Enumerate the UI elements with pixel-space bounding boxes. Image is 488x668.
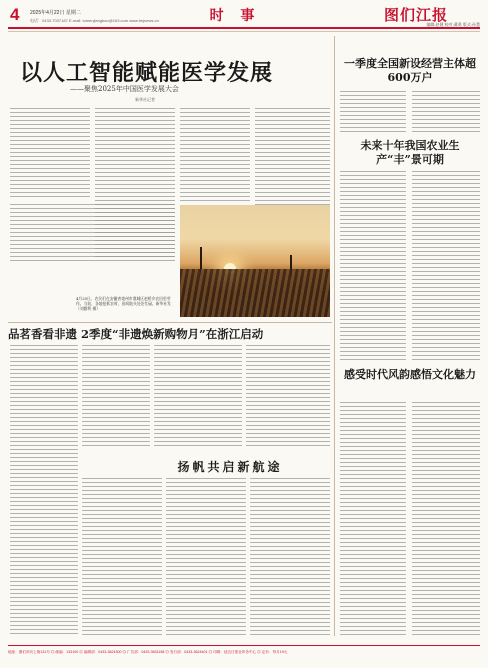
right-story2-col2 — [412, 171, 480, 361]
page-number: 4 — [10, 5, 20, 24]
mid-story-col4 — [246, 345, 330, 447]
right-story3-col1 — [340, 402, 406, 638]
farm-field-photo — [180, 205, 330, 317]
newspaper-logo: 图们江报 — [383, 6, 448, 24]
right-headline-2: 未来十年我国农业生产“丰”景可期 — [360, 139, 460, 166]
main-headline: 以人工智能赋能医学发展 — [20, 60, 274, 86]
bottom-story-col3 — [250, 478, 330, 636]
footer-info: 地址：图们市向上街131号 ◎ 邮编：133100 ◎ 编辑部：0433-3624300 ◎ 广告部：0433-3631158 ◎ 发行部：0433-3624401 ◎ 印刷：延边日报社印务中心 ◎ 定价：每月19元 — [8, 650, 288, 654]
main-story-col1 — [10, 108, 90, 200]
section-title: 时 事 — [209, 8, 261, 24]
issue-date: 2025年4月22日 星期二 — [30, 10, 81, 16]
bottom-story-col2 — [166, 478, 246, 636]
main-subheadline: ——聚焦2025年中国医学发展大会 — [70, 85, 179, 93]
main-byline: 新华社记者 — [135, 97, 155, 102]
field-rows — [180, 269, 330, 317]
contact-info: 电话：0433-7037187 E-mail: tumenjiangbao@163.com www.tmjnews.cn — [30, 18, 159, 23]
bottom-headline: 扬帆共启新航途 — [177, 460, 283, 474]
right-headline-3: 感受时代风韵感悟文化魅力 — [344, 368, 476, 381]
right-story1-col2 — [412, 91, 480, 135]
right-headline-1: 一季度全国新设经营主体超600万户 — [344, 57, 476, 84]
editor-credits: 编辑:赵健 校对:冀勇 版式:孙慧 — [426, 22, 480, 27]
mid-headline: 品茗香看非遗 2季度“非遗焕新购物月”在浙江启动 — [8, 327, 264, 341]
main-story-col3 — [180, 108, 250, 202]
footer-rule — [8, 645, 480, 646]
mid-story-col3 — [154, 345, 242, 447]
bottom-story-col1 — [82, 478, 162, 636]
mid-rule — [8, 322, 332, 323]
main-story-col5 — [10, 204, 175, 264]
photo-caption: 4月20日，农民们在安徽省亳州市谯城区赵桥乡农田里劳作。当前，各地抢抓农时，田间地头处处忙碌。新华社发（刘勤利 摄） — [76, 296, 171, 311]
mid-story-col2 — [82, 345, 150, 447]
mid-story-col1 — [10, 345, 78, 635]
right-story1-col1 — [340, 91, 406, 135]
header-rule — [8, 27, 480, 29]
right-story2-col1 — [340, 171, 406, 361]
right-story3-col2 — [412, 402, 480, 638]
header-subrule — [8, 31, 480, 32]
